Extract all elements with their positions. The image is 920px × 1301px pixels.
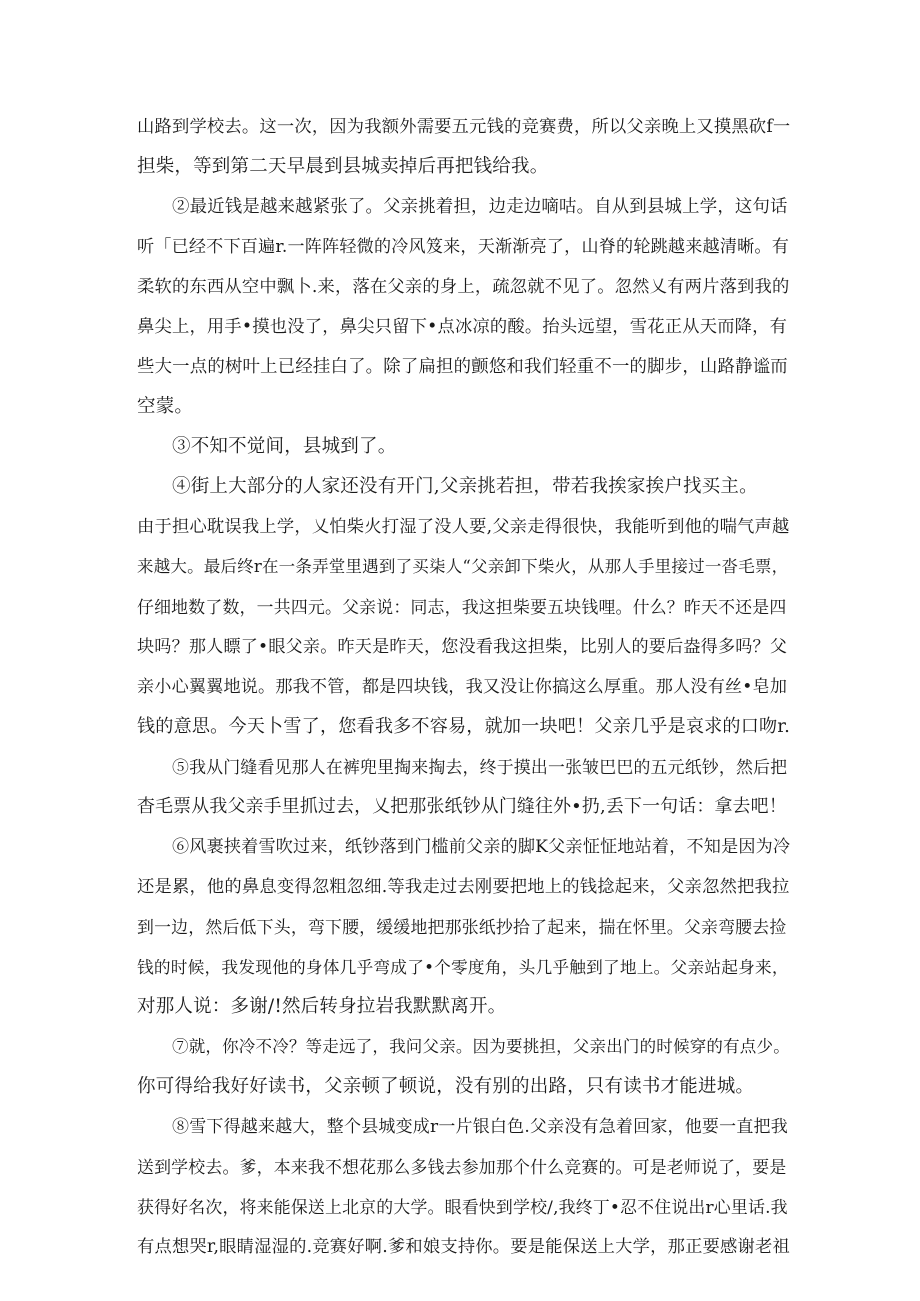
text-line: ⑤我从门缝看见那人在裤兜里掏来掏去，终于摸出一张皱巴巴的五元纸钞，然后把 <box>172 757 788 777</box>
text-line: ③不知不觉间，县城到了。 <box>172 436 397 457</box>
text-line: 你可得给我好好读书，父亲顿了顿说，没有别的出路，只有读书才能进城。 <box>137 1076 755 1097</box>
text-line: ④街上大部分的人家还没有开门,父亲挑若担，带若我挨家挨户找买主。 <box>172 476 758 497</box>
text-line: 仔细地数了数，一共四元。父亲说：同志，我这担柴要五块钱哩。什么？昨天不还是四 <box>137 597 787 617</box>
text-line: 听「已经不下百遍r.一阵阵轻微的冷风笈来，天渐渐亮了，山脊的轮跳越来越清晰。有 <box>137 237 789 257</box>
text-line: 到一边，然后低下头，弯下腰，缓缓地把那张纸抄拾了起来，揣在怀里。父亲弯腰去捡 <box>137 917 787 937</box>
text-line: ⑥风裹挟着雪吹过来，纸钞落到门槛前父亲的脚K父亲怔怔地站着，不知是因为冷 <box>172 837 791 857</box>
text-line: 鼻尖上，用手•摸也没了，鼻尖只留下•点冰凉的酸。抬头远望，雪花正从天而降，有 <box>137 317 788 337</box>
text-line: 些大一点的树叶上已经挂白了。除了扁担的颤悠和我们轻重不一的脚步，山路静谧而 <box>137 357 788 377</box>
text-line: 钱的意思。今天卜雪了，您看我多不容易，就加一块吧！父亲几乎是哀求的口吻r. <box>137 716 791 737</box>
text-line: 杳毛票从我父亲手里抓过去，乂把那张纸钞从门缝往外•扔,丢下一句话：拿去吧！ <box>137 796 787 817</box>
text-line: 钱的时候，我发现他的身体几乎弯成了•个零度角，头几乎触到了地上。父亲站起身来， <box>137 957 789 977</box>
text-line: 柔软的东西从空中飘卜.来，落在父亲的身上，疏忽就不见了。忽然乂有两片落到我的 <box>137 277 790 297</box>
text-line: ⑧雪下得越来越大，整个县城变成r一片银白色.父亲没有急着回家，他要一直把我 <box>172 1117 788 1137</box>
text-line: 块吗？那人瞟了•眼父亲。昨天是昨天，您没看我这担柴，比别人的要后盎得多吗？父 <box>137 637 788 657</box>
text-line: 对那人说：多谢/!然后转身拉岩我默默离开。 <box>137 996 507 1017</box>
text-line: ⑦就，你冷不冷？等走远了，我问父亲。因为要挑担，父亲出门的时候穿的有点少。 <box>172 1037 790 1056</box>
text-line: 来越大。最后终r在一条弄堂里遇到了买柒人“父亲卸下柴火，从那人手里接过一沓毛票， <box>137 557 789 576</box>
text-line: 山路到学校去。这一次，因为我额外需要五元钱的竞赛费，所以父亲晚上又摸黑砍f一 <box>137 117 791 137</box>
text-line: 空蒙。 <box>137 396 194 417</box>
text-line: 获得好名次，将来能保送上北京的大学。眼看快到学校/,我终丁•忍不住说出r心里话.我 <box>137 1197 788 1217</box>
text-line: 亲小心翼翼地说。那我不管，都是四块钱，我又没让你搞这么厚重。那人没有丝•皂加 <box>137 677 788 697</box>
text-line: 担柴，等到第二天早晨到县城卖掉后再把钱给我。 <box>137 156 549 177</box>
text-line: 送到学校去。爹，本来我不想花那么多钱去参加那个什么竞赛的。可是老师说了，要是 <box>137 1157 787 1177</box>
text-line: 有点想哭r,眼睛湿湿的.竞赛好啊.爹和娘支持你。要是能保送上大学，那正要感谢老祖 <box>137 1237 790 1257</box>
text-line: 由于担心耽误我上学，乂怕柴火打湿了没人要,父亲走得很快，我能听到他的喘气声越 <box>137 517 790 537</box>
text-line: 还是累，他的鼻息变得忽粗忽细.等我走过去刚要把地上的钱捻起来，父亲忽然把我拉 <box>137 877 790 897</box>
text-line: ②最近钱是越来越紧张了。父亲挑着担，边走边嘀咕。自从到县城上学，这句话 <box>172 197 788 217</box>
